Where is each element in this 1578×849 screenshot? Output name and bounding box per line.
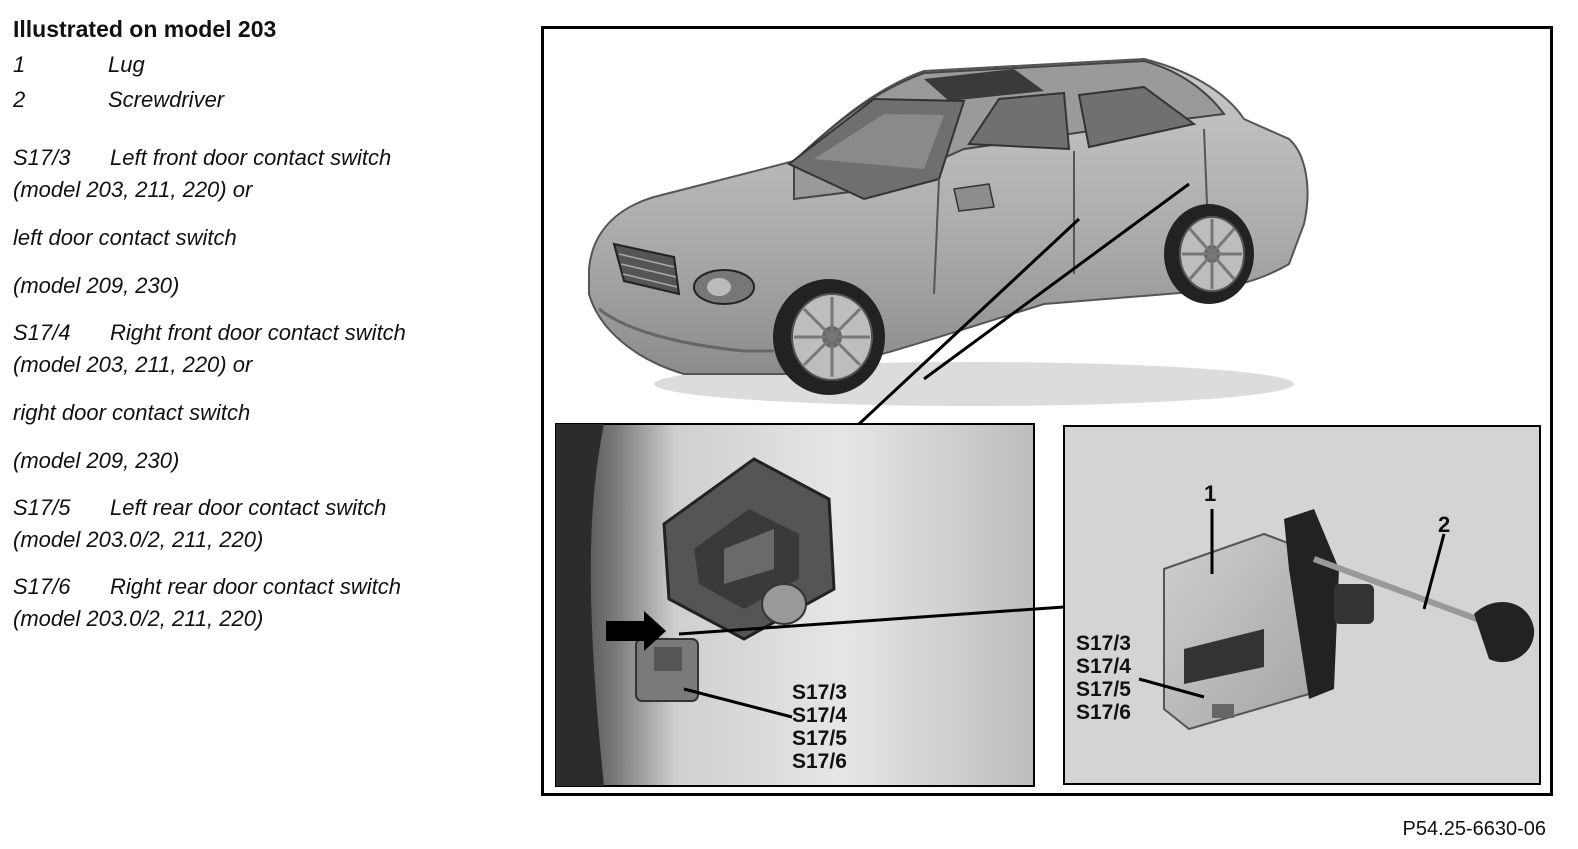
legend: [13, 16, 513, 650]
entry-text: Left front door contact switch: [110, 145, 392, 170]
legend-entry-s17-6: [13, 571, 513, 635]
entry-text: Right front door contact switch: [110, 320, 406, 345]
entry-code: S17/3: [13, 145, 71, 170]
callout-left-switches: [792, 681, 847, 773]
legend-entry-s17-3: [13, 142, 513, 302]
entry-text: Right rear door contact switch: [110, 574, 402, 599]
legend-item-number: 2: [13, 87, 26, 112]
legend-entry-s17-4: [13, 317, 513, 477]
label-lug-number: 1: [1204, 481, 1217, 506]
entry-cont: (model 203.0/2, 211, 220): [13, 527, 264, 552]
switch-detail-photo: [1064, 426, 1540, 784]
callout-label: S17/6: [1076, 701, 1131, 724]
entry-sub: right door contact switch: [13, 400, 251, 425]
legend-title: Illustrated on model 203: [13, 16, 277, 42]
entry-cont: (model 203, 211, 220) or: [13, 352, 253, 377]
callout-label: S17/4: [792, 704, 847, 727]
legend-item-screwdriver: [13, 85, 513, 120]
legend-entry-s17-5: [13, 492, 513, 556]
callout-label: S17/3: [792, 681, 847, 704]
callout-label: S17/3: [1076, 632, 1131, 655]
entry-sub: left door contact switch: [13, 225, 237, 250]
legend-item-label: Screwdriver: [108, 87, 225, 112]
entry-code: S17/6: [13, 574, 71, 599]
car-illustration: [589, 59, 1308, 424]
rear-wheel: [1164, 204, 1254, 304]
callout-right-switches: [1076, 632, 1131, 724]
figure-frame: [541, 26, 1553, 796]
callout-label: S17/6: [792, 750, 847, 773]
entry-cont: (model 203, 211, 220) or: [13, 177, 253, 202]
legend-item-number: 1: [13, 52, 26, 77]
legend-item-lug: [13, 50, 513, 85]
callout-label: S17/5: [792, 727, 847, 750]
entry-code: S17/4: [13, 320, 71, 345]
entry-sub: (model 209, 230): [13, 273, 180, 298]
figure-code: P54.25-6630-06: [1402, 818, 1546, 840]
entry-code: S17/5: [13, 495, 71, 520]
callout-label: S17/4: [1076, 655, 1131, 678]
label-screwdriver-number: 2: [1438, 512, 1451, 537]
entry-text: Left rear door contact switch: [110, 495, 387, 520]
entry-sub: (model 209, 230): [13, 448, 180, 473]
callout-label: S17/5: [1076, 678, 1131, 701]
legend-item-label: Lug: [108, 52, 145, 77]
front-wheel: [773, 279, 885, 395]
entry-cont: (model 203.0/2, 211, 220): [13, 606, 264, 631]
figure-illustration: [544, 29, 1550, 793]
